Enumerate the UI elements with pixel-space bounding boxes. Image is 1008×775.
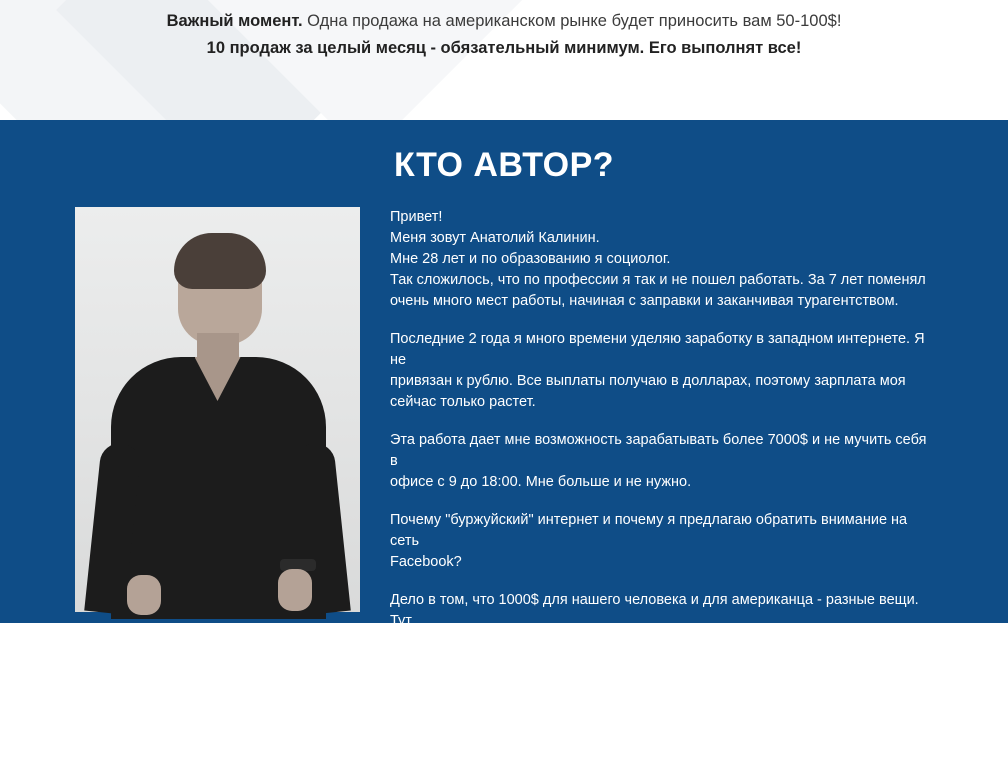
author-photo-column (0, 207, 390, 775)
bio-line: Facebook? (390, 554, 462, 570)
bio-line: Привет! (390, 209, 443, 225)
photo-hair (174, 233, 266, 289)
author-section (0, 120, 1008, 772)
author-photo (75, 207, 360, 612)
bio-line: очень много мест работы, начиная с заправки и заканчивая турагентством. (390, 293, 899, 309)
bio-line: Так сложилось, что по профессии я так и не пошел работать. За 7 лет поменял (390, 272, 926, 288)
bio-line: офисе с 9 до 18:00. Мне больше и не нужно. (390, 474, 692, 490)
bio-line: Эта работа дает мне возможность зарабатывать более 7000$ и не мучить себя в (390, 432, 927, 469)
bio-line: это очень неплохой доход, там же - простые официанты получают больше. (390, 634, 900, 650)
bio-line: Мне 28 лет и по образованию я социолог. (390, 251, 671, 267)
bio-highlight-line: Я научу вас зарабатывать на этом. (390, 714, 644, 730)
page-title: КТО АВТОР? (393, 146, 615, 184)
photo-hand-right (278, 569, 312, 611)
banner-line-1-bold: Важный момент. (166, 12, 303, 30)
bio-line: сейчас только растет. (390, 394, 536, 410)
bio-paragraph-6 (390, 670, 928, 775)
bio-paragraph-3 (390, 430, 928, 493)
bio-paragraph-1 (390, 207, 928, 312)
top-banner (0, 0, 1008, 120)
banner-line-1 (0, 8, 1008, 35)
banner-line-2: 10 продаж за целый месяц - обязательный минимум. Его выполнят все! (206, 39, 802, 57)
bio-line: Последние 2 года я много времени уделяю заработку в западном интернете. Я не (390, 331, 925, 368)
author-bio-text (390, 207, 1008, 775)
banner-text-block (0, 0, 1008, 62)
bio-line: Дело в том, что 1000$ для нашего человека и для американца - разные вещи. Тут (390, 592, 919, 629)
bio-line: привязан к рублю. Все выплаты получаю в долларах, поэтому зарплата моя (390, 373, 906, 389)
bio-line: Меня зовут Анатолий Калинин. (390, 230, 600, 246)
bio-paragraph-4 (390, 510, 928, 573)
bio-line: Почему "буржуйский" интернет и почему я предлагаю обратить внимание на сеть (390, 512, 908, 549)
bio-line: Почему нам с вами этим не воспользоваться? (390, 693, 702, 709)
banner-line-1-rest: Одна продажа на американском рынке будет приносить вам 50-100$! (302, 12, 842, 30)
bio-line: Американцы очень много тратят, у них такой смысл жизни, по правде говоря. (390, 672, 912, 688)
bio-line: Я не гонюсь за количеством. Чем меньше людей, тем лучше поддержка. (390, 756, 882, 772)
bio-paragraph-2 (390, 329, 928, 413)
bio-paragraph-5 (390, 590, 928, 653)
bio-line: Я решил обучить только 50 человек, так как везде есть конкуренция. (390, 735, 856, 751)
photo-hand-left (127, 575, 161, 615)
author-content-row (0, 185, 1008, 775)
